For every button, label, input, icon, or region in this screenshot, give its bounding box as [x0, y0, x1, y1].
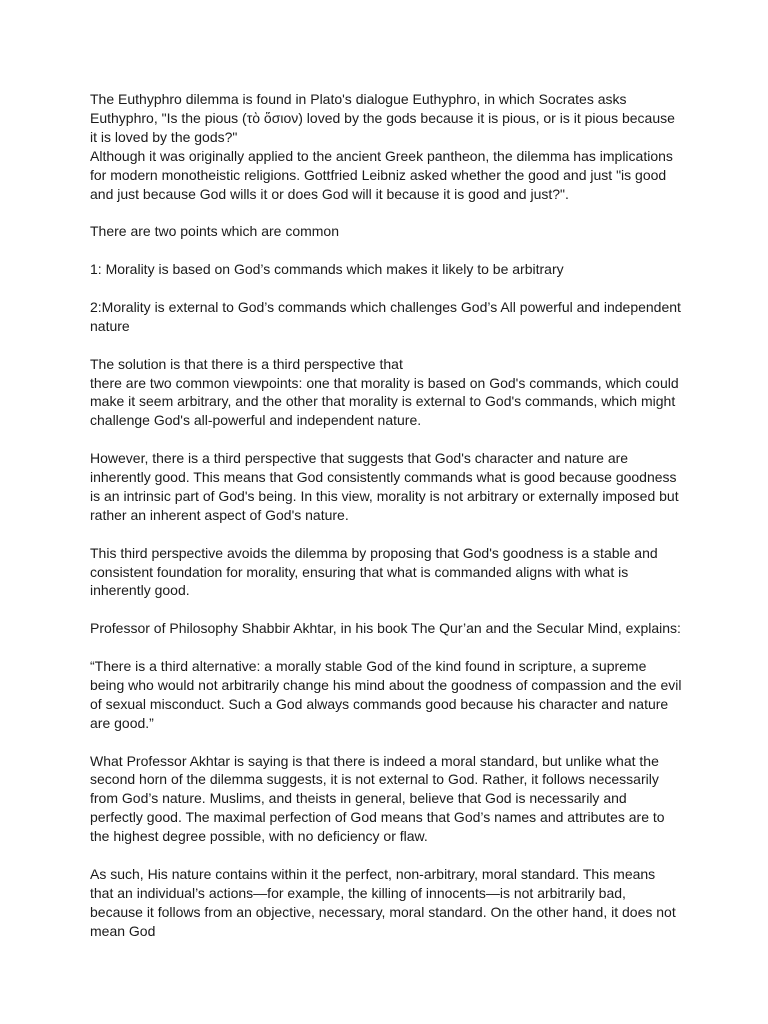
- paragraph-point-two: 2:Morality is external to God’s commands which challenges God’s All powerful and independent nature: [90, 298, 681, 334]
- paragraph-gap: [90, 279, 682, 298]
- paragraph-third-perspective: However, there is a third perspective that suggests that God's character and nature are inherently good. This means that God consistently commands what is good because goodness is an intrinsic part of God's being. In this view, morality is not arbitrary or externally imposed but rather an inherent aspect of God's nature.: [90, 450, 679, 523]
- paragraph-two-points: There are two points which are common: [90, 223, 339, 240]
- paragraph-gap: [90, 846, 682, 865]
- paragraph-gap: [90, 733, 682, 752]
- paragraph-gap: [90, 525, 682, 544]
- paragraph-solution-intro: The solution is that there is a third perspective that: [90, 355, 403, 372]
- paragraph-common-viewpoints: there are two common viewpoints: one that morality is based on God's commands, which could make it seem arbitrary, and the other that morality is external to God's commands, which might challenge God's all-powerful and independent nature.: [90, 374, 679, 429]
- paragraph-point-one: 1: Morality is based on God’s commands which makes it likely to be arbitrary: [90, 261, 564, 278]
- paragraph-gap: [90, 638, 682, 657]
- paragraph-gap: [90, 430, 682, 449]
- paragraph-gap: [90, 600, 682, 619]
- paragraph-euthyphro-intro: The Euthyphro dilemma is found in Plato's dialogue Euthyphro, in which Socrates asks Euthyphro, "Is the pious (τὸ ὅσιον) loved by the gods because it is pious, or is it pious because it is loved by the gods?": [90, 91, 675, 145]
- paragraph-akhtar-explanation: What Professor Akhtar is saying is that there is indeed a moral standard, but unlike what the second horn of the dilemma suggests, it is not external to God. Rather, it follows necessarily from God’s nature. Muslims, and theists in general, believe that God is necessarily and perfectly good. The maximal perfection of God means that God’s names and attributes are to the highest degree possible, with no deficiency or flaw.: [90, 752, 665, 845]
- paragraph-monotheistic-implications: Although it was originally applied to the ancient Greek pantheon, the dilemma has implications for modern monotheistic religions. Gottfried Leibniz asked whether the good and just "is good and just because God wills it or does God will it because it is good and just?".: [90, 147, 673, 202]
- paragraph-gap: [90, 336, 682, 355]
- paragraph-gap: [90, 241, 682, 260]
- document-body: [90, 90, 682, 941]
- paragraph-avoids-dilemma: This third perspective avoids the dilemma by proposing that God's goodness is a stable and consistent foundation for morality, ensuring that what is commanded aligns with what is inherently good.: [90, 544, 658, 599]
- paragraph-akhtar-intro: Professor of Philosophy Shabbir Akhtar, in his book The Qur’an and the Secular Mind, explains:: [90, 620, 681, 637]
- paragraph-akhtar-quote: “There is a third alternative: a morally stable God of the kind found in scripture, a supreme being who would not arbitrarily change his mind about the goodness of compassion and the evil of sexual misconduct. Such a God always commands good because his character and nature are good.”: [90, 658, 682, 731]
- paragraph-gap: [90, 203, 682, 222]
- paragraph-moral-standard: As such, His nature contains within it the perfect, non-arbitrary, moral standard. This means that an individual’s actions—for example, the killing of innocents—is not arbitrarily bad, because it follows from an objective, necessary, moral standard. On the other hand, it does not mean God: [90, 866, 676, 939]
